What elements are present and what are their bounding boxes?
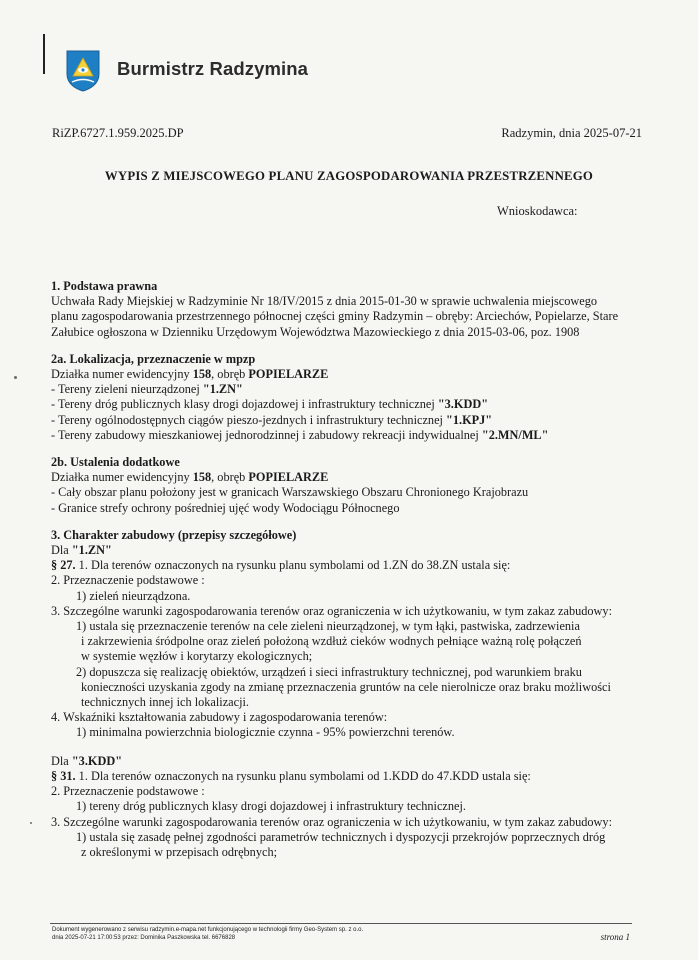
section-location — [51, 352, 651, 443]
section-heading: 1. Podstawa prawna — [51, 279, 158, 293]
designation-item — [51, 413, 651, 428]
paragraph-number: § 31. — [51, 768, 76, 783]
page-number: strona 1 — [600, 932, 630, 942]
zone-for: Dla — [51, 753, 72, 768]
clause: 4. Wskaźniki kształtowania zabudowy i zagospodarowania terenów: — [51, 710, 388, 725]
designation-text: - Tereny zieleni nieurządzonej — [51, 382, 203, 397]
clause: 3. Szczególne warunki zagospodarowania terenów oraz ograniczenia w ich użytkowaniu, w tym zakaz zabudowy: — [51, 603, 612, 618]
margin-mark — [43, 34, 45, 74]
zone-label — [51, 543, 651, 558]
applicant-label: Wnioskodawca: — [497, 204, 578, 218]
place-date: Radzymin, dnia 2025-07-21 — [501, 126, 642, 140]
subclause-cont: i zakrzewienia śródpolne oraz zieleń położoną wzdłuż cieków wodnych pełniące ważną rolę połączeń — [81, 634, 582, 649]
subclause-cont: z określonymi w przepisach odrębnych; — [81, 844, 278, 859]
document-title: WYPIS Z MIEJSCOWEGO PLANU ZAGOSPODAROWANIA PRZESTRZENNEGO — [104, 169, 594, 183]
coat-of-arms-icon — [66, 50, 100, 92]
zone-for: Dla — [51, 543, 72, 558]
section-building-character — [51, 528, 651, 860]
footer-line: Dokument wygenerowano z serwisu radzymin.e-mapa.net funkcjonującego w technologii firmy Geo-System sp. z o.o. — [52, 927, 364, 933]
additional-item: - Cały obszar planu położony jest w granicach Warszawskiego Obszaru Chronionego Krajobrazu — [51, 485, 529, 500]
footer — [52, 926, 363, 942]
designation-code: "2.MN/ML" — [481, 427, 549, 442]
section-additional — [51, 455, 651, 516]
paragraph-text: 1. Dla terenów oznaczonych na rysunku planu symbolami od 1.ZN do 38.ZN ustala się: — [75, 558, 511, 573]
subclause-cont: technicznych innej ich lokalizacji. — [81, 695, 249, 710]
designation-code: "1.KPJ" — [446, 412, 493, 427]
scan-speck — [30, 822, 32, 824]
block-gap — [51, 741, 651, 754]
section-heading: 3. Charakter zabudowy (przepisy szczegółowe) — [51, 527, 297, 542]
designation-text: - Tereny dróg publicznych klasy drogi dojazdowej i infrastruktury technicznej — [51, 397, 438, 412]
parcel-number: 158 — [192, 367, 212, 382]
designation-text: - Tereny ogólnodostępnych ciągów pieszo-jezdnych i infrastruktury technicznej — [51, 412, 447, 427]
parcel-prefix: Działka numer ewidencyjny — [51, 470, 193, 485]
parcel-line — [51, 470, 651, 485]
designation-code: "3.KDD" — [437, 397, 489, 412]
paragraph-line — [51, 769, 651, 784]
subclause: 1) ustala się zasadę pełnej zgodności parametrów technicznych i dyspozycji przekrojów poprzecznych dróg — [76, 829, 606, 844]
parcel-number: 158 — [192, 470, 212, 485]
designation-item — [51, 382, 651, 397]
parcel-mid: , obręb — [211, 367, 249, 382]
subclause: 2) dopuszcza się realizację obiektów, urządzeń i sieci infrastruktury technicznej, pod warunkiem braku — [76, 664, 582, 679]
subclause: 1) tereny dróg publicznych klasy drogi dojazdowej i infrastruktury technicznej. — [76, 799, 466, 814]
designation-code: "1.ZN" — [202, 382, 243, 397]
issuer-name: Burmistrz Radzymina — [117, 58, 309, 79]
zone-code: "3.KDD" — [71, 753, 123, 768]
paragraph-text: 1. Dla terenów oznaczonych na rysunku planu symbolami od 1.KDD do 47.KDD ustala się: — [75, 768, 531, 783]
section-heading: 2b. Ustalenia dodatkowe — [51, 455, 180, 470]
designation-text: - Tereny zabudowy mieszkaniowej jednorodzinnej i zabudowy rekreacji indywidualnej — [51, 427, 482, 442]
reference-number: RiZP.6727.1.959.2025.DP — [52, 126, 184, 140]
text-line: Załubice ogłoszona w Dzienniku Urzędowym Województwa Mazowieckiego z dnia 2015-03-06, poz. 1908 — [51, 324, 580, 339]
text-line: Uchwała Rady Miejskiej w Radzyminie Nr 18/IV/2015 z dnia 2015-01-30 w sprawie uchwalenia miejscowego — [51, 294, 598, 309]
document-body — [51, 279, 651, 860]
scan-speck — [14, 376, 17, 379]
paragraph-number: § 27. — [51, 558, 76, 573]
kdd-block — [51, 754, 651, 860]
additional-item: - Granice strefy ochrony pośredniej ujęć wody Wodociągu Północnego — [51, 500, 400, 515]
clause: 2. Przeznaczenie podstawowe : — [51, 784, 205, 799]
clause: 3. Szczególne warunki zagospodarowania terenów oraz ograniczenia w ich użytkowaniu, w tym zakaz zabudowy: — [51, 814, 612, 829]
paragraph-line — [51, 558, 651, 573]
zone-label — [51, 754, 651, 769]
parcel-mid: , obręb — [211, 470, 249, 485]
parcel-line — [51, 367, 651, 382]
clause: 2. Przeznaczenie podstawowe : — [51, 573, 205, 588]
designation-item — [51, 397, 651, 412]
parcel-area: POPIELARZE — [248, 367, 329, 382]
section-heading: 2a. Lokalizacja, przeznaczenie w mpzp — [51, 351, 256, 366]
text-line: planu zagospodarowania przestrzennego północnej części gminy Radzymin – obręby: Arciechów, Popielarze, Stare — [51, 309, 619, 324]
parcel-area: POPIELARZE — [248, 470, 329, 485]
section-legal-basis — [51, 279, 651, 340]
footer-divider — [50, 923, 632, 924]
subclause-cont: konieczności uzyskania zgody na zmianę przeznaczenia gruntów na cele nierolnicze oraz braku możliwości — [81, 679, 611, 694]
subclause: 1) zieleń nieurządzona. — [76, 588, 191, 603]
footer-line: dnia 2025-07-21 17:00:53 przez: Dominika Paszkowska tel. 6676828 — [52, 935, 236, 941]
subclause: 1) ustala się przeznaczenie terenów na cele zieleni nieurządzonej, w tym łąki, pastwiska, zadrzewienia — [76, 619, 580, 634]
subclause: 1) minimalna powierzchnia biologicznie czynna - 95% powierzchni terenów. — [76, 725, 455, 740]
designation-item — [51, 428, 651, 443]
subclause-cont: w systemie węzłów i korytarzy ekologicznych; — [81, 649, 313, 664]
zn-block — [51, 543, 651, 741]
zone-code: "1.ZN" — [71, 543, 112, 558]
parcel-prefix: Działka numer ewidencyjny — [51, 367, 193, 382]
